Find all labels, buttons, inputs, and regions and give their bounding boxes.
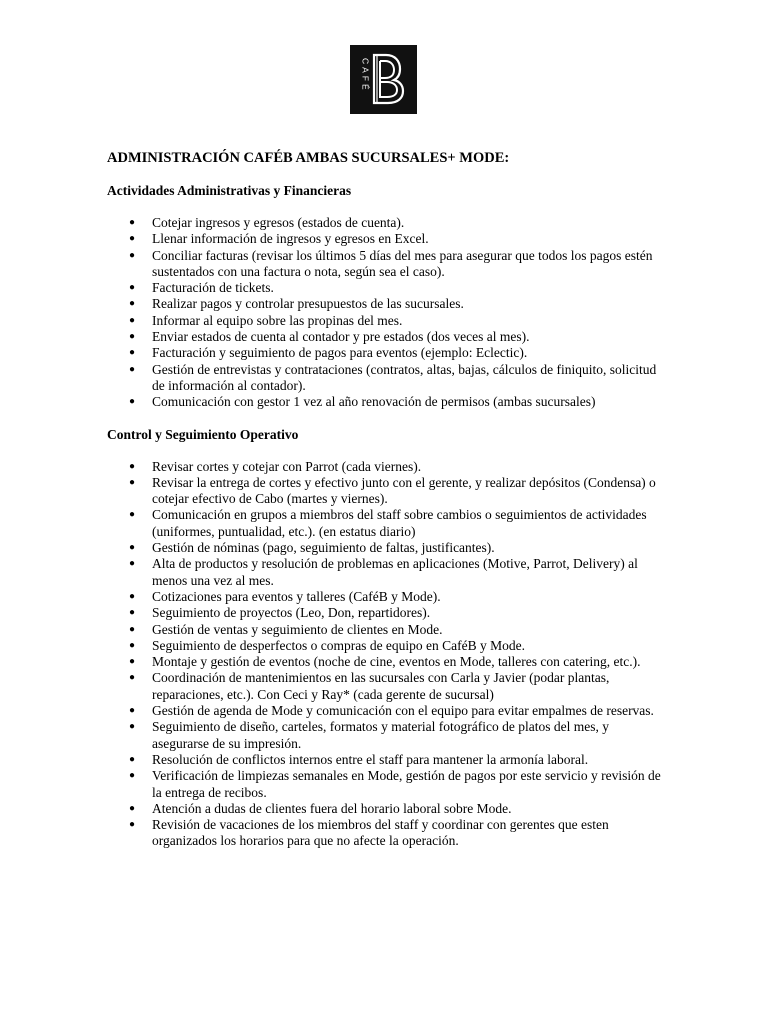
list-item-text: Comunicación en grupos a miembros del staff sobre cambios o seguimientos de actividades (uniformes, puntualidad, etc.). (en estatus diario) — [152, 507, 647, 539]
bullet-icon: ● — [129, 721, 136, 733]
bullet-icon: ● — [129, 298, 136, 310]
bullet-icon: ● — [129, 476, 136, 488]
operations-list — [107, 459, 667, 850]
list-item-text: Resolución de conflictos internos entre el staff para mantener la armonía laboral. — [152, 751, 589, 767]
section-heading-operations: Control y Seguimiento Operativo — [107, 426, 299, 442]
cafe-b-logo — [350, 45, 417, 114]
list-item — [107, 556, 667, 589]
bullet-icon: ● — [129, 672, 136, 684]
list-item-text: Realizar pagos y controlar presupuestos de las sucursales. — [152, 296, 464, 312]
bullet-icon: ● — [129, 460, 136, 472]
list-item-text: Enviar estados de cuenta al contador y pre estados (dos veces al mes). — [152, 329, 530, 345]
bullet-icon: ● — [129, 753, 136, 765]
section-heading-admin-finance: Actividades Administrativas y Financieras — [107, 183, 352, 198]
list-item — [107, 622, 667, 638]
list-item — [107, 605, 667, 621]
list-item — [107, 394, 667, 410]
document-body — [107, 150, 667, 850]
bullet-icon: ● — [129, 396, 136, 408]
logo-cafe-text: CAFÉ — [360, 58, 371, 93]
list-item-text: Facturación y seguimiento de pagos para eventos (ejemplo: Eclectic). — [152, 345, 528, 361]
list-item — [107, 670, 667, 703]
list-item — [107, 540, 667, 556]
bullet-icon: ● — [129, 770, 136, 782]
list-item — [107, 215, 667, 231]
list-item — [107, 589, 667, 605]
list-item-text: Seguimiento de proyectos (Leo, Don, repartidores). — [152, 605, 431, 621]
bullet-icon: ● — [129, 363, 136, 375]
list-item — [107, 459, 667, 475]
list-item-text: Revisar cortes y cotejar con Parrot (cada viernes). — [152, 458, 422, 474]
list-item — [107, 231, 667, 247]
bullet-icon: ● — [129, 509, 136, 521]
list-item — [107, 507, 667, 540]
list-item-text: Facturación de tickets. — [152, 280, 274, 296]
bullet-icon: ● — [129, 656, 136, 668]
list-item — [107, 703, 667, 719]
document-title: ADMINISTRACIÓN CAFÉB AMBAS SUCURSALES+ MODE: — [107, 150, 510, 166]
list-item-text: Gestión de agenda de Mode y comunicación con el equipo para evitar empalmes de reservas. — [152, 703, 654, 719]
list-item-text: Alta de productos y resolución de problemas en aplicaciones (Motive, Parrot, Delivery) al menos una vez al mes. — [152, 556, 638, 588]
bullet-icon: ● — [129, 590, 136, 602]
list-item — [107, 345, 667, 361]
bullet-icon: ● — [129, 217, 136, 228]
bullet-icon: ● — [129, 558, 136, 570]
list-item-text: Atención a dudas de clientes fuera del horario laboral sobre Mode. — [152, 800, 512, 816]
list-item — [107, 768, 667, 801]
bullet-icon: ● — [129, 347, 136, 359]
list-item-text: Gestión de ventas y seguimiento de clientes en Mode. — [152, 621, 443, 637]
list-item-text: Llenar información de ingresos y egresos en Excel. — [152, 231, 429, 247]
bullet-icon: ● — [129, 282, 136, 294]
list-item — [107, 801, 667, 817]
list-item — [107, 313, 667, 329]
list-item-text: Verificación de limpiezas semanales en Mode, gestión de pagos por este servicio y revisión de la entrega de recibos. — [152, 768, 661, 800]
list-item-text: Montaje y gestión de eventos (noche de cine, eventos en Mode, talleres con catering, etc.). — [152, 654, 641, 670]
list-item — [107, 296, 667, 312]
bullet-icon: ● — [129, 249, 136, 261]
list-item-text: Conciliar facturas (revisar los últimos 5 días del mes para asegurar que todos los pagos estén sustentados con una factura o nota, según sea el caso). — [152, 247, 653, 279]
list-item — [107, 248, 667, 281]
list-item-text: Seguimiento de desperfectos o compras de equipo en CaféB y Mode. — [152, 637, 526, 653]
bullet-icon: ● — [129, 607, 136, 619]
bullet-icon: ● — [129, 314, 136, 326]
list-item — [107, 280, 667, 296]
admin-finance-list — [107, 215, 667, 411]
list-item — [107, 475, 667, 508]
list-item-text: Informar al equipo sobre las propinas del mes. — [152, 312, 403, 328]
bullet-icon: ● — [129, 819, 136, 831]
bullet-icon: ● — [129, 542, 136, 554]
list-item-text: Comunicación con gestor 1 vez al año renovación de permisos (ambas sucursales) — [152, 394, 596, 410]
list-item-text: Cotejar ingresos y egresos (estados de cuenta). — [152, 215, 405, 230]
list-item-text: Revisar la entrega de cortes y efectivo junto con el gerente, y realizar depósitos (Condensa) o cotejar efectivo de Cabo (martes y viernes). — [152, 474, 656, 507]
list-item-text: Gestión de entrevistas y contrataciones (contratos, altas, bajas, cálculos de finiquito, solicitud de información al contador). — [152, 361, 657, 393]
bullet-icon: ● — [129, 331, 136, 343]
bullet-icon: ● — [129, 233, 136, 245]
list-item — [107, 654, 667, 670]
list-item-text: Cotizaciones para eventos y talleres (CaféB y Mode). — [152, 588, 441, 604]
list-item — [107, 329, 667, 345]
list-item — [107, 752, 667, 768]
list-item — [107, 362, 667, 395]
cafe-b-logo-mark — [350, 45, 417, 114]
list-item — [107, 638, 667, 654]
list-item-text: Revisión de vacaciones de los miembros del staff y coordinar con gerentes que esten organizados los horarios para que no afecte la operación. — [152, 817, 609, 849]
list-item — [107, 817, 667, 850]
bullet-icon: ● — [129, 623, 136, 635]
list-item-text: Coordinación de mantenimientos en las sucursales con Carla y Javier (podar plantas, reparaciones, etc.). Con Ceci y Ray* (cada gerente de sucursal) — [152, 670, 610, 702]
list-item — [107, 719, 667, 752]
bullet-icon: ● — [129, 705, 136, 717]
bullet-icon: ● — [129, 802, 136, 814]
bullet-icon: ● — [129, 639, 136, 651]
list-item-text: Seguimiento de diseño, carteles, formatos y material fotográfico de platos del mes, y asegurarse de su impresión. — [152, 719, 609, 751]
list-item-text: Gestión de nóminas (pago, seguimiento de faltas, justificantes). — [152, 540, 495, 556]
